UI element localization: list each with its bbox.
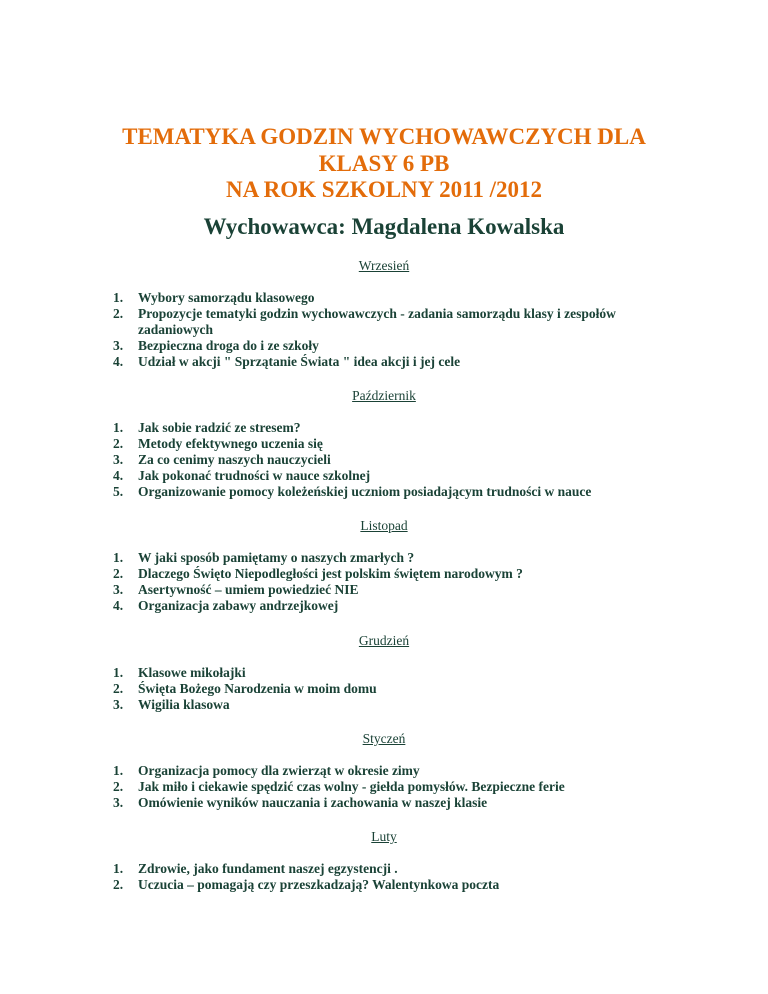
section-list-styczen [113,763,673,811]
section-heading-luty: Luty [371,829,397,844]
section-list-grudzien [113,665,673,713]
list-item: 3. Omówienie wyników nauczania i zachowania w naszej klasie [113,795,488,810]
section-heading-grudzien: Grudzień [358,633,410,648]
section-heading-wrzesien: Wrzesień [358,258,410,273]
list-item: 2. Metody efektywnego uczenia się [113,436,323,451]
list-item: 2. Dlaczego Święto Niepodległości jest polskim świętem narodowym ? [113,566,523,581]
teacher-name: Wychowawca: Magdalena Kowalska [203,214,565,239]
list-item: 3. Wigilia klasowa [113,697,230,712]
list-item: 2. Uczucia – pomagają czy przeszkadzają? Walentynkowa poczta [113,877,500,892]
list-item: 5. Organizowanie pomocy koleżeńskiej uczniom posiadającym trudności w nauce [113,484,592,499]
list-item: 2. Propozycje tematyki godzin wychowawczych - zadania samorządu klasy i zespołów zadaniowych [113,306,616,337]
title-line: KLASY 6 PB [318,150,450,176]
section-list-luty [113,861,673,893]
list-item: 1. W jaki sposób pamiętamy o naszych zmarłych ? [113,550,415,565]
list-item: 1. Zdrowie, jako fundament naszej egzystencji . [113,861,398,876]
section-heading-listopad: Listopad [360,518,408,533]
list-item: 4. Jak pokonać trudności w nauce szkolnej [113,468,371,483]
list-item: 3. Za co cenimy naszych nauczycieli [113,452,331,467]
list-item: 3. Bezpieczna droga do i ze szkoły [113,338,319,353]
list-item: 2. Jak miło i ciekawie spędzić czas wolny - giełda pomysłów. Bezpieczne ferie [113,779,565,794]
section-heading-styczen: Styczeń [362,731,406,746]
list-item: 1. Jak sobie radzić ze stresem? [113,420,301,435]
list-item: 1. Klasowe mikołajki [113,665,246,680]
list-item: 2. Święta Bożego Narodzenia w moim domu [113,681,377,696]
section-list-listopad [113,550,673,614]
list-item: 4. Udział w akcji " Sprzątanie Świata " idea akcji i jej cele [113,354,461,369]
list-item: 1. Organizacja pomocy dla zwierząt w okresie zimy [113,763,420,778]
section-list-wrzesien [113,290,673,370]
section-list-pazdziernik [113,420,673,500]
list-item: 3. Asertywność – umiem powiedzieć NIE [113,582,359,597]
title-line: TEMATYKA GODZIN WYCHOWAWCZYCH DLA [122,124,646,149]
section-heading-pazdziernik: Październik [352,388,416,403]
title-line: NA ROK SZKOLNY 2011 /2012 [225,177,543,202]
list-item: 4. Organizacja zabawy andrzejkowej [113,598,339,613]
document-title [0,124,768,204]
list-item: 1. Wybory samorządu klasowego [113,290,315,305]
